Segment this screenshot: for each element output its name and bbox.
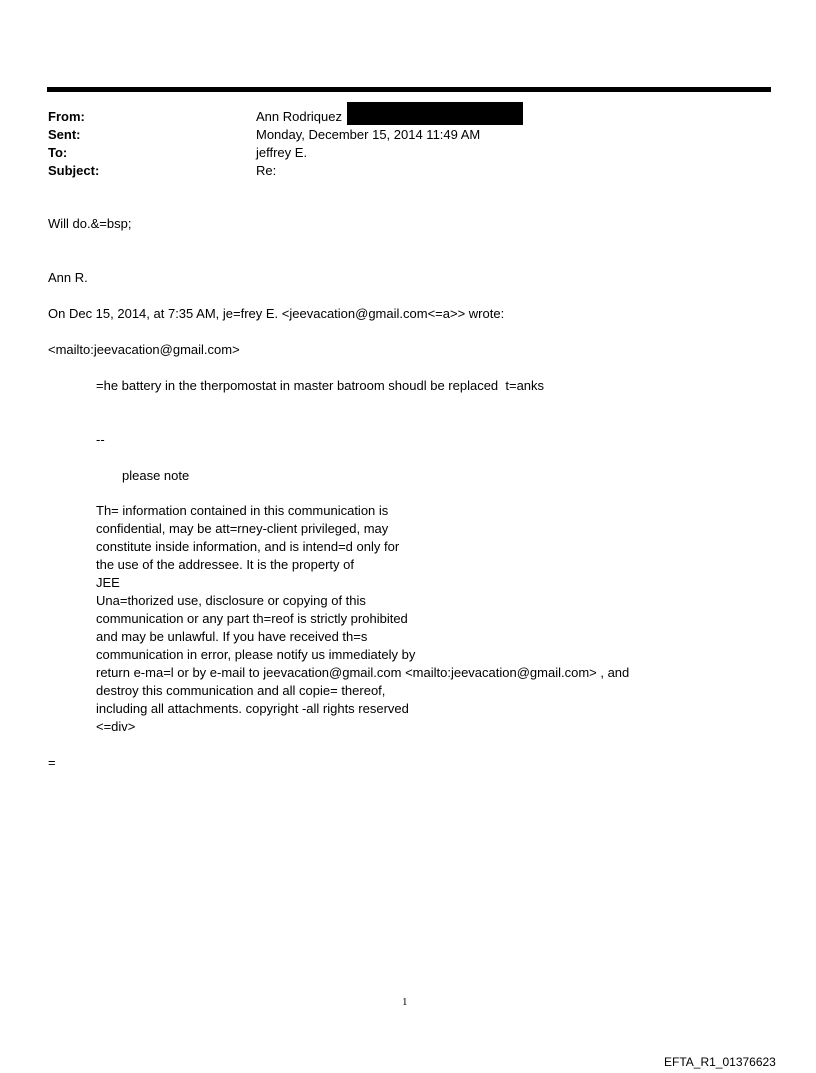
from-value: Ann Rodriquez <box>256 109 342 124</box>
disclaimer-line: Una=thorized use, disclosure or copying of this <box>96 593 366 608</box>
disclaimer-line: the use of the addressee. It is the property of <box>96 557 354 572</box>
disclaimer-line: return e-ma=l or by e-mail to jeevacation@gmail.com <mailto:jeevacation@gmail.com> , and <box>96 665 630 680</box>
disclaimer-line: destroy this communication and all copie= thereof, <box>96 683 386 698</box>
subject-value: Re: <box>256 163 277 178</box>
sent-value: Monday, December 15, 2014 11:49 AM <box>256 127 481 142</box>
from-label: From: <box>48 109 85 124</box>
disclaimer-line: <=div> <box>96 719 136 734</box>
mailto-line: <mailto:jeevacation@gmail.com> <box>48 342 240 357</box>
reply-text: Will do.&=bsp; <box>48 216 132 231</box>
header-rule <box>47 87 771 92</box>
separator: -- <box>96 432 105 447</box>
trailing-equals: = <box>48 755 56 770</box>
to-label: To: <box>48 145 68 160</box>
disclaimer-line: communication or any part th=reof is strictly prohibited <box>96 611 408 626</box>
sent-label: Sent: <box>48 127 81 142</box>
disclaimer-line: Th= information contained in this communication is <box>96 503 389 518</box>
disclaimer-line: including all attachments. copyright -all rights reserved <box>96 701 409 716</box>
signature: Ann R. <box>48 270 88 285</box>
disclaimer-line: communication in error, please notify us immediately by <box>96 647 416 662</box>
disclaimer-line: confidential, may be att=rney-client privileged, may <box>96 521 389 536</box>
quote-intro: On Dec 15, 2014, at 7:35 AM, je=frey E. <jeevacation@gmail.com<=a>> wrote: <box>48 306 505 321</box>
please-note: please note <box>122 468 190 483</box>
disclaimer-line: and may be unlawful. If you have received th=s <box>96 629 368 644</box>
quoted-message: =he battery in the therpomostat in master batroom shoudl be replaced t=anks <box>96 378 545 393</box>
to-value: jeffrey E. <box>256 145 308 160</box>
disclaimer-line: constitute inside information, and is intend=d only for <box>96 539 400 554</box>
subject-label: Subject: <box>48 163 100 178</box>
page-number: 1 <box>402 996 408 1008</box>
disclaimer-line: JEE <box>96 575 120 590</box>
bates-number: EFTA_R1_01376623 <box>664 1055 776 1069</box>
redaction-box <box>347 102 523 125</box>
